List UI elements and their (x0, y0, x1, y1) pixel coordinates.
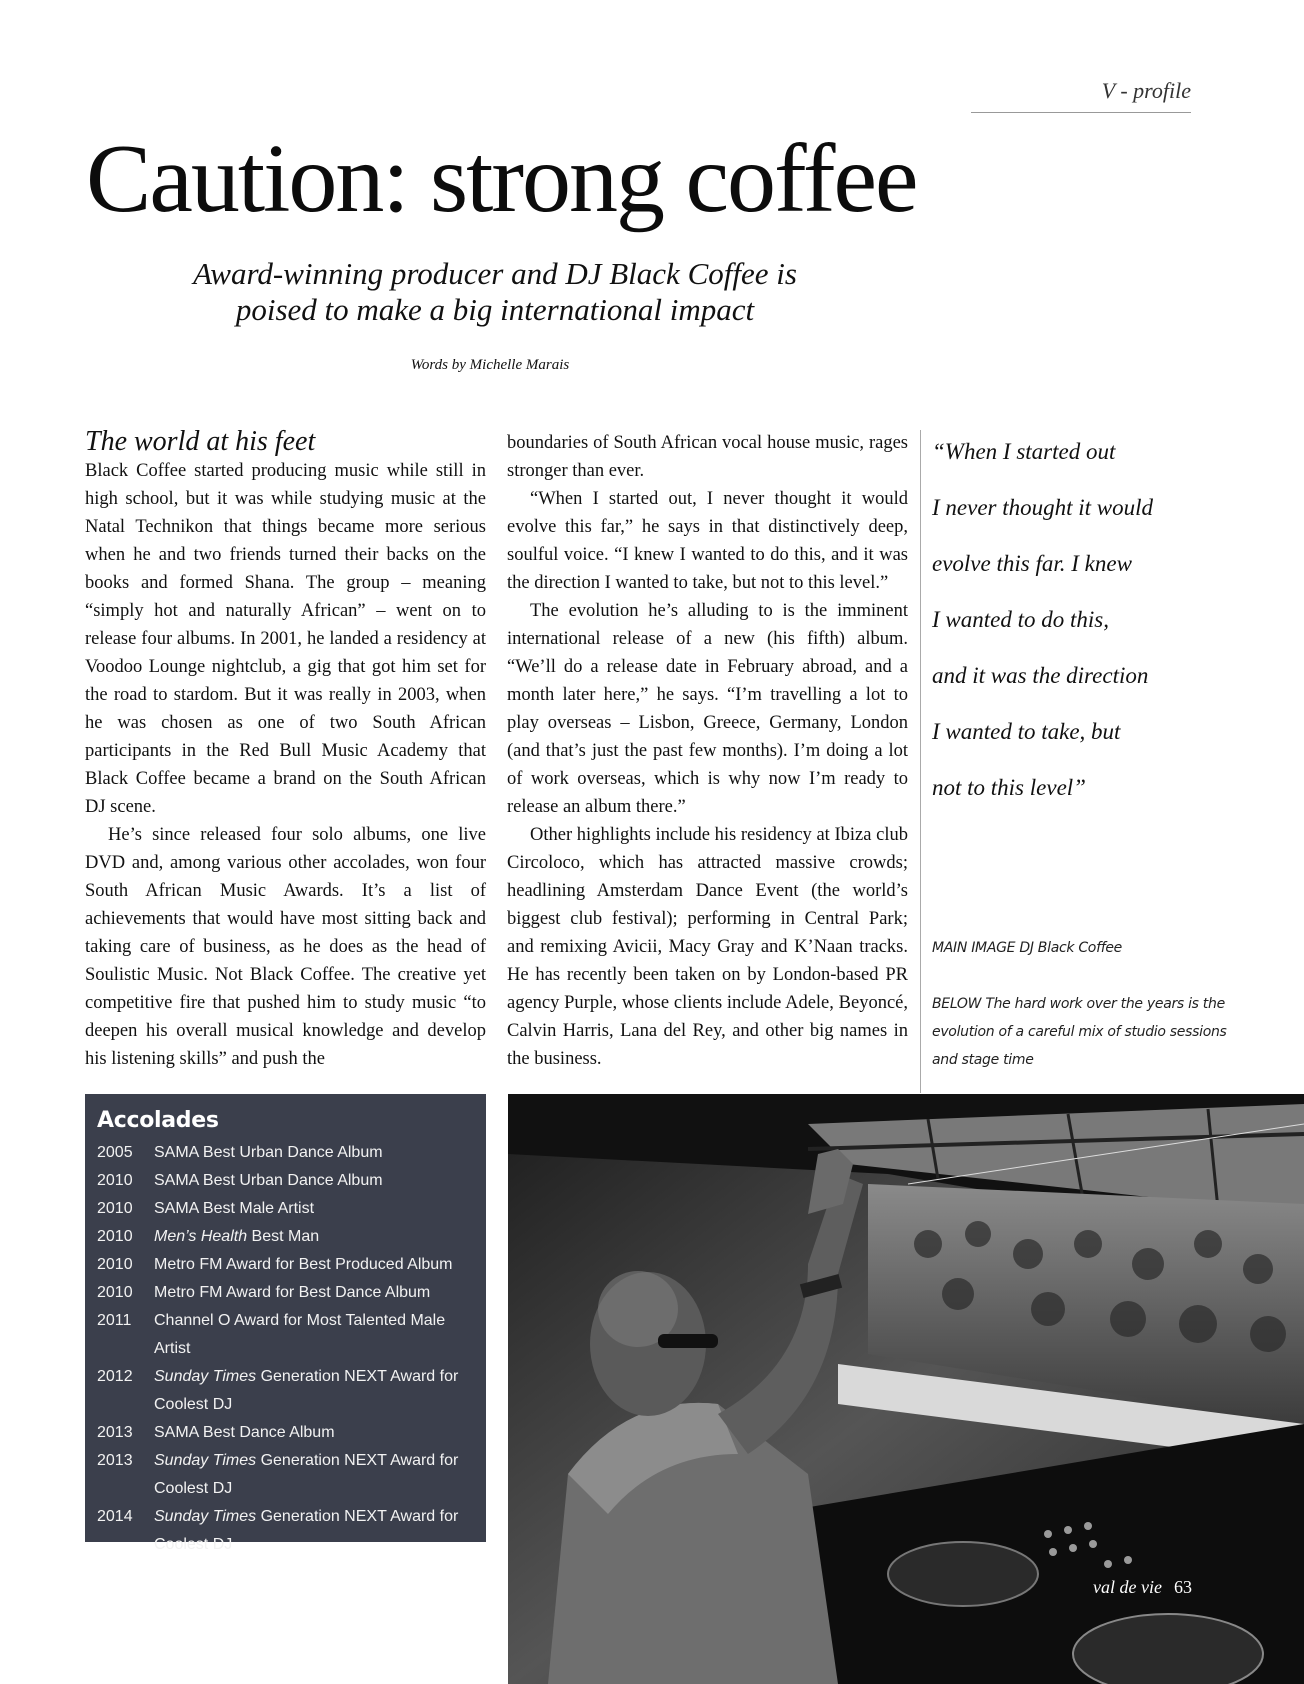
accolade-award: SAMA Best Urban Dance Album (154, 1144, 383, 1161)
article-column-1 (85, 426, 486, 1073)
paragraph: The evolution he’s alluding to is the imminent international release of a new (his fifth) album. “We’ll do a release date in February abroad, and a month later here,” he says. “I’m travelling a lot to play overseas – Lisbon, Greece, Germany, London (and that’s just the past few months). I’m doing a lot of work overseas, which is why now I’m ready to release an album there.” (507, 601, 908, 817)
accolade-year: 2014 (97, 1508, 133, 1525)
accolade-award: SAMA Best Dance Album (154, 1424, 335, 1441)
accolade-item (97, 1279, 474, 1307)
accolade-text (154, 1447, 474, 1503)
accolade-award: Channel O Award for Most Talented Male Artist (154, 1312, 446, 1357)
accolade-text (154, 1307, 474, 1363)
accolade-award: SAMA Best Male Artist (154, 1200, 315, 1217)
accolade-item (97, 1363, 474, 1419)
accolade-text (154, 1419, 474, 1447)
article-column-2 (507, 429, 908, 1073)
caption-below: BELOW The hard work over the years is the evolution of a careful mix of studio sessions and stage time (932, 996, 1227, 1068)
accolade-item (97, 1139, 474, 1167)
accolade-publication: Men’s Health (154, 1228, 248, 1245)
accolade-publication: Sunday Times (154, 1452, 257, 1469)
accolade-award: Metro FM Award for Best Dance Album (154, 1284, 431, 1301)
accolade-text (154, 1195, 474, 1223)
accolades-title: Accolades (97, 1108, 219, 1133)
pull-quote-line: I wanted to take, but (932, 719, 1121, 744)
accolade-text (154, 1503, 474, 1559)
paragraph: “When I started out, I never thought it would evolve this far,” he says in that distinctively deep, soulful voice. “I knew I wanted to do this, and it was the direction I wanted to take, but not to this level.” (507, 489, 908, 593)
accolade-year: 2005 (97, 1144, 133, 1161)
accolade-year: 2010 (97, 1200, 133, 1217)
accolade-item (97, 1195, 474, 1223)
magazine-name: val de vie (1093, 1577, 1162, 1597)
image-captions (932, 934, 1232, 1074)
accolade-item (97, 1223, 474, 1251)
accolade-text (154, 1139, 474, 1167)
accolade-text (154, 1279, 474, 1307)
accolade-item (97, 1419, 474, 1447)
paragraph: He’s since released four solo albums, one live DVD and, among various other accolades, won four South African Music Awards. It’s a list of achievements that would have most sitting back and taking care of business, as he does as the head of Soulistic Music. Not Black Coffee. The creative yet competitive fire that pushed him to study music “to deepen his overall musical knowledge and develop his listening skills” and push the (85, 825, 486, 1069)
pull-quote-line: evolve this far. I knew (932, 551, 1132, 576)
accolade-text (154, 1251, 474, 1279)
accolade-item (97, 1167, 474, 1195)
caption-main: MAIN IMAGE DJ Black Coffee (932, 940, 1122, 956)
page-number: 63 (1174, 1577, 1192, 1597)
pull-quote-line: “When I started out (932, 439, 1116, 464)
accolade-year: 2013 (97, 1452, 133, 1469)
accolade-year: 2010 (97, 1256, 133, 1273)
accolade-year: 2011 (97, 1312, 132, 1329)
deck: Award-winning producer and DJ Black Coffee is poised to make a big international impact (193, 256, 797, 327)
accolades-box (85, 1094, 486, 1553)
accolade-item (97, 1447, 474, 1503)
accolade-year: 2010 (97, 1172, 133, 1189)
accolade-year: 2010 (97, 1284, 133, 1301)
pull-quote-line: I wanted to do this, (932, 607, 1109, 632)
accolade-award: Generation NEXT Award for Coolest DJ (154, 1508, 459, 1553)
accolade-award: Metro FM Award for Best Produced Album (154, 1256, 453, 1273)
subhead: The world at his feet (85, 426, 316, 457)
accolade-item (97, 1307, 474, 1363)
byline: Words by Michelle Marais (410, 357, 570, 373)
paragraph: Black Coffee started producing music while still in high school, but it was while studying music at the Natal Technikon that things became more serious when he and two friends turned their backs on the books and formed Shana. The group – meaning “simply hot and naturally African” – went on to release four albums. In 2001, he landed a residency at Voodoo Lounge nightclub, a gig that got him set for the road to stardom. But it was really in 2003, when he was chosen as one of two South African participants in the Red Bull Music Academy that Black Coffee became a brand on the South African DJ scene. (85, 461, 486, 817)
accolade-item (97, 1251, 474, 1279)
accolade-year: 2013 (97, 1424, 133, 1441)
accolade-award: SAMA Best Urban Dance Album (154, 1172, 383, 1189)
accolade-award: Best Man (247, 1228, 320, 1245)
pull-quote-line: not to this level” (932, 775, 1086, 800)
pull-quote (932, 424, 1252, 816)
pull-quote-line: I never thought it would (932, 495, 1154, 520)
folio (1093, 1577, 1192, 1598)
accolade-text (154, 1363, 474, 1419)
headline: Caution: strong coffee (86, 125, 917, 233)
accolade-publication: Sunday Times (154, 1508, 257, 1525)
accolades-list (97, 1139, 474, 1559)
column-divider (920, 430, 921, 1093)
section-tag: V - profile (971, 78, 1191, 113)
accolade-award: Generation NEXT Award for Coolest DJ (154, 1452, 459, 1497)
accolade-award: Generation NEXT Award for Coolest DJ (154, 1368, 459, 1413)
accolade-year: 2010 (97, 1228, 133, 1245)
pull-quote-line: and it was the direction (932, 663, 1149, 688)
paragraph: boundaries of South African vocal house music, rages stronger than ever. (507, 433, 908, 481)
accolade-text (154, 1167, 474, 1195)
accolade-publication: Sunday Times (154, 1368, 257, 1385)
accolade-text (154, 1223, 474, 1251)
accolade-item (97, 1503, 474, 1559)
accolade-year: 2012 (97, 1368, 133, 1385)
paragraph: Other highlights include his residency at Ibiza club Circoloco, which has attracted massive crowds; headlining Amsterdam Dance Event (the world’s biggest club festival); performing in Central Park; and remixing Avicii, Macy Gray and K’Naan tracks. He has recently been taken on by London-based PR agency Purple, whose clients include Adele, Beyoncé, Calvin Harris, Lana del Rey, and other big names in the business. (507, 825, 908, 1069)
